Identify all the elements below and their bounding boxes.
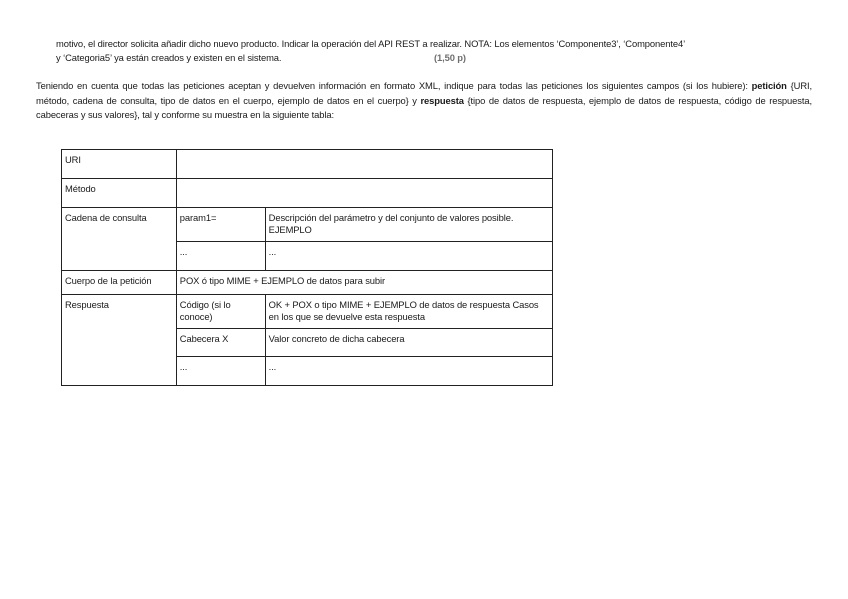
metodo-label-cell: Método xyxy=(62,179,177,208)
table-row xyxy=(62,295,553,329)
respuesta-label-cell: Respuesta xyxy=(62,295,177,386)
table-row xyxy=(62,150,553,179)
cuerpo-value-cell: POX ó tipo MIME + EJEMPLO de datos para subir xyxy=(176,271,552,295)
cabecera-label-cell: Cabecera X xyxy=(176,329,265,357)
cuerpo-label-cell: Cuerpo de la petición xyxy=(62,271,177,295)
cadena-label-cell: Cadena de consulta xyxy=(62,208,177,271)
api-spec-table xyxy=(61,149,553,386)
codigo-label-cell: Código (si lo conoce) xyxy=(176,295,265,329)
table-row xyxy=(62,208,553,242)
respuesta-label: respuesta xyxy=(420,94,464,106)
cabecera-desc-cell: Valor concreto de dicha cabecera xyxy=(265,329,552,357)
uri-value-cell xyxy=(176,150,552,179)
instructions-text-3: {tipo de datos de respuesta, ejemplo de datos de respuesta, código de respuesta, cabeceras y sus valores}, tal y conforme su muestra en la siguiente tabla: xyxy=(36,94,812,120)
peticion-label: petición xyxy=(751,80,787,91)
ellipsis-cell: ... xyxy=(176,357,265,386)
instructions-text-2: {URI, método, cadena de consulta, tipo de datos en el cuerpo, ejemplo de datos en el cuerpo} y xyxy=(36,80,812,106)
uri-label-cell: URI xyxy=(62,150,177,179)
instructions-text-1: Teniendo en cuenta que todas las peticiones aceptan y devuelven información en formato XML, indique para todas las peticiones los siguientes campos (si los hubiere): xyxy=(36,80,752,91)
table-row xyxy=(62,271,553,295)
intro-line-1: motivo, el director solicita añadir dicho nuevo producto. Indicar la operación del API REST a realizar. NOTA: Los elementos ‘Componente3’, ‘Componente4’ xyxy=(56,38,686,49)
intro-line-2: y ‘Categoria5’ ya están creados y existen en el sistema. xyxy=(56,51,282,63)
intro-paragraph xyxy=(56,37,816,64)
metodo-value-cell xyxy=(176,179,552,208)
ellipsis-cell: ... xyxy=(265,242,552,271)
ellipsis-cell: ... xyxy=(176,242,265,271)
table-row xyxy=(62,179,553,208)
codigo-desc-cell: OK + POX o tipo MIME + EJEMPLO de datos de respuesta Casos en los que se devuelve esta respuesta xyxy=(265,295,552,329)
points-label: (1,50 p) xyxy=(433,51,466,63)
ellipsis-cell: ... xyxy=(265,357,552,386)
param1-desc-cell: Descripción del parámetro y del conjunto de valores posible. EJEMPLO xyxy=(265,208,552,242)
instructions-paragraph xyxy=(36,79,812,123)
param1-cell: param1= xyxy=(176,208,265,242)
